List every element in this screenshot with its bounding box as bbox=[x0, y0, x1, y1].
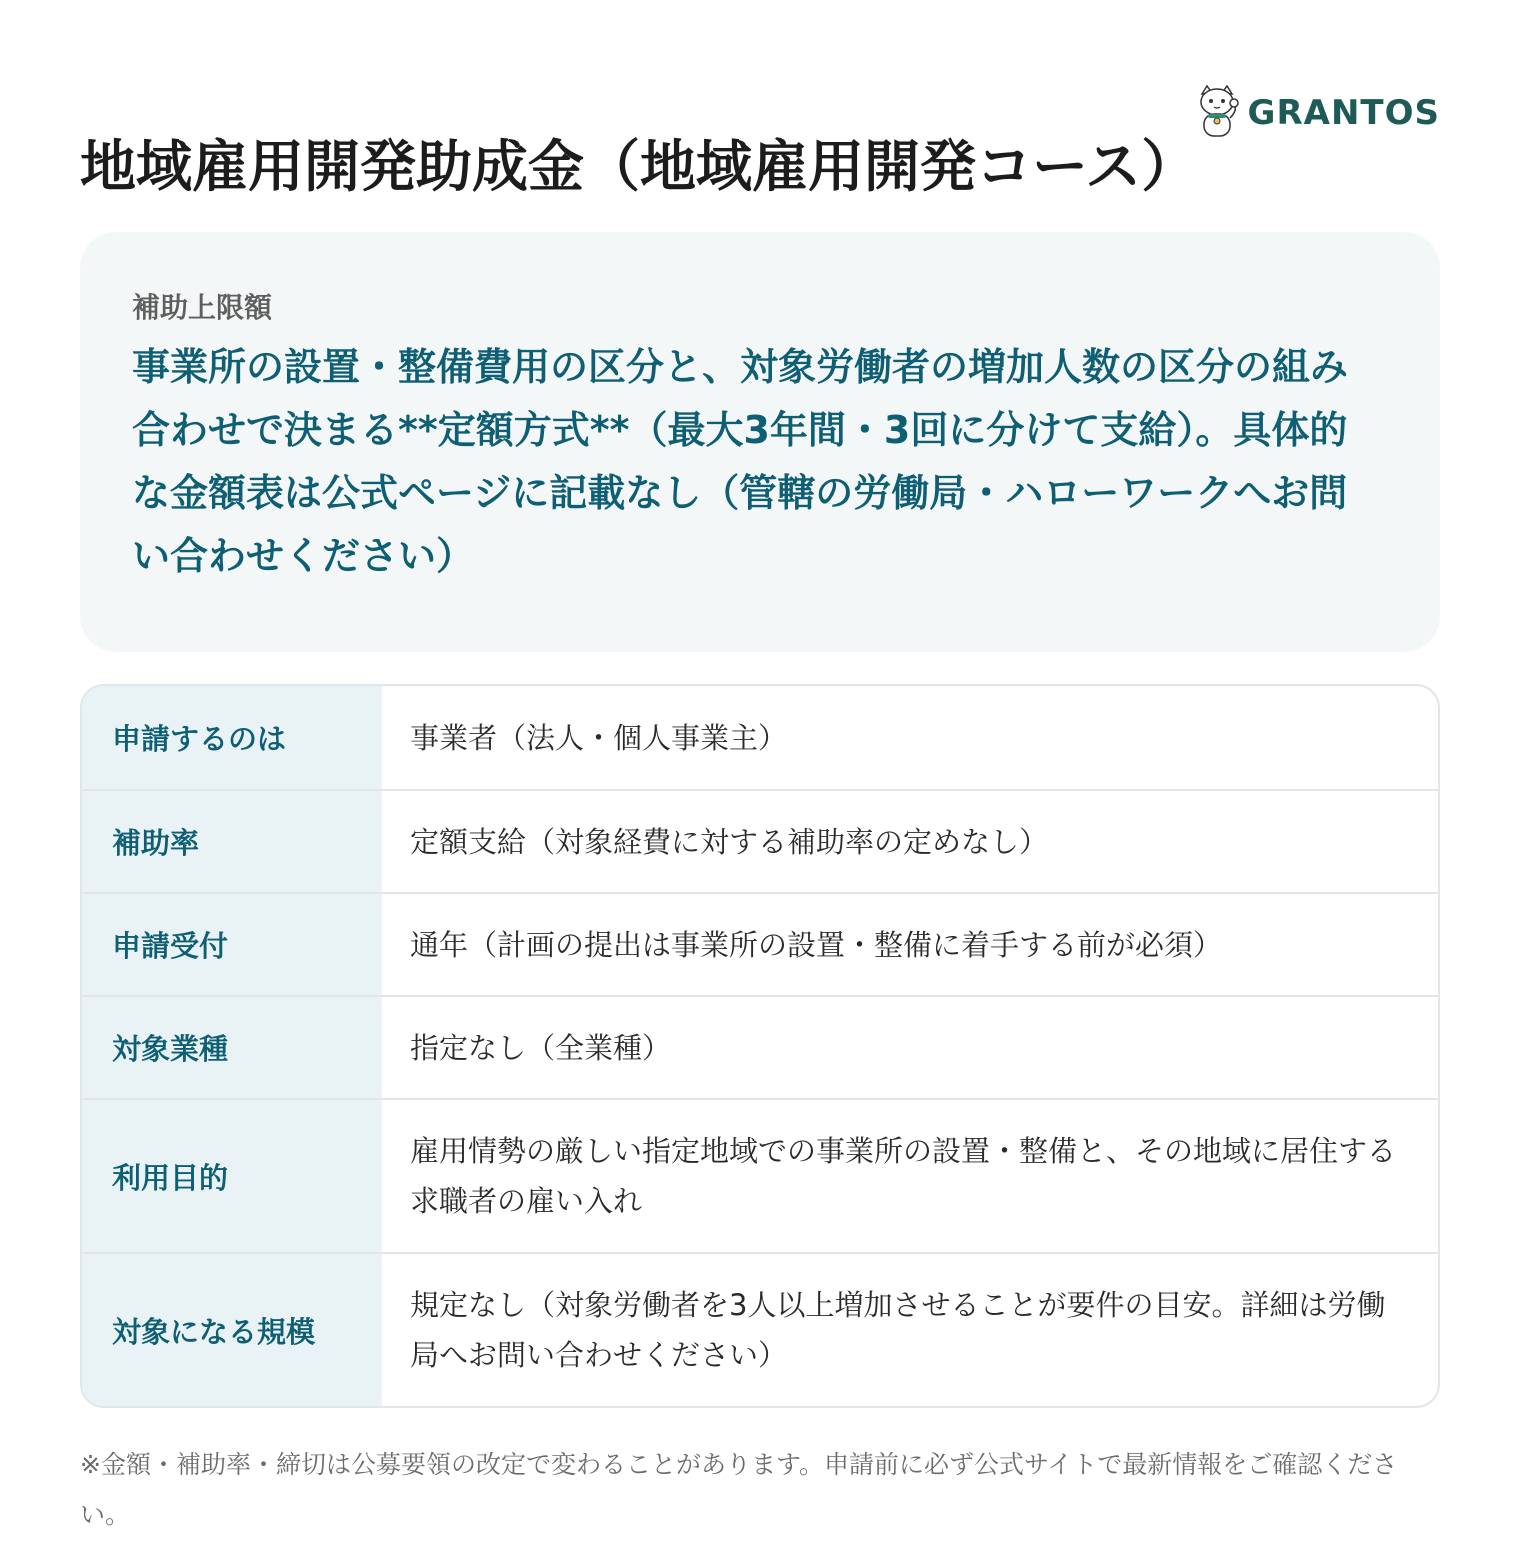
brand-logo bbox=[1194, 84, 1440, 142]
brand-name: GRANTOS bbox=[1247, 93, 1440, 133]
row-value: 雇用情勢の厳しい指定地域での事業所の設置・整備と、その地域に居住する求職者の雇い入れ bbox=[410, 1134, 1397, 1218]
row-value: 事業者（法人・個人事業主） bbox=[410, 720, 788, 755]
row-label: 対象業種 bbox=[82, 997, 382, 1098]
disclaimer-note: ※金額・補助率・締切は公募要領の改定で変わることがあります。申請前に必ず公式サイトで最新情報をご確認ください。 bbox=[80, 1450, 1398, 1529]
table-row bbox=[82, 892, 1438, 995]
row-label: 申請するのは bbox=[82, 686, 382, 789]
row-value: 定額支給（対象経費に対する補助率の定めなし） bbox=[410, 824, 1049, 859]
lucky-cat-icon bbox=[1194, 84, 1240, 142]
row-label: 利用目的 bbox=[82, 1100, 382, 1252]
table-row bbox=[82, 1252, 1438, 1406]
table-row bbox=[82, 789, 1438, 892]
info-table bbox=[80, 684, 1440, 1408]
page-title: 地域雇用開発助成金（地域雇用開発コース） bbox=[80, 135, 1198, 200]
row-value: 指定なし（全業種） bbox=[410, 1030, 672, 1065]
table-row bbox=[82, 686, 1438, 789]
row-label: 補助率 bbox=[82, 791, 382, 892]
summary-value: 事業所の設置・整備費用の区分と、対象労働者の増加人数の区分の組み合わせで決まる**定額方式**（最大3年間・3回に分けて支給）。具体的な金額表は公式ページに記載なし（管轄の労働局・ハローワークへお問い合わせください） bbox=[132, 345, 1349, 578]
row-value: 通年（計画の提出は事業所の設置・整備に着手する前が必須） bbox=[410, 927, 1223, 962]
summary-card bbox=[80, 232, 1440, 652]
row-value: 規定なし（対象労働者を3人以上増加させることが要件の目安。詳細は労働局へお問い合わせください） bbox=[410, 1288, 1386, 1372]
table-row bbox=[82, 1098, 1438, 1252]
table-row bbox=[82, 995, 1438, 1098]
row-label: 申請受付 bbox=[82, 894, 382, 995]
summary-label: 補助上限額 bbox=[132, 291, 273, 324]
row-label: 対象になる規模 bbox=[82, 1254, 382, 1406]
